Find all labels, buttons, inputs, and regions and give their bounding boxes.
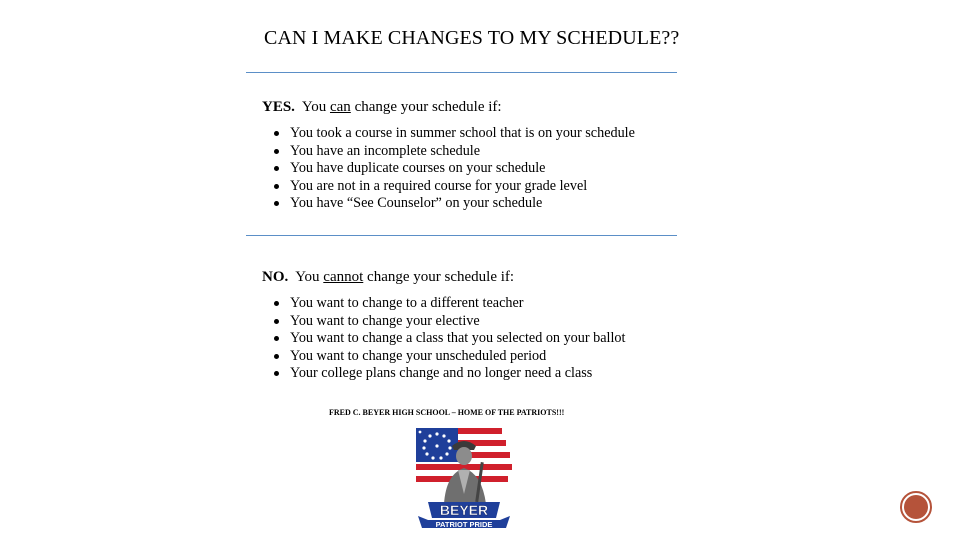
divider-middle (246, 235, 677, 236)
list-item: You took a course in summer school that is on your schedule (274, 125, 635, 143)
list-item: You have an incomplete schedule (274, 143, 635, 161)
list-item: You have duplicate courses on your schedule (274, 160, 635, 178)
page-title: CAN I MAKE CHANGES TO MY SCHEDULE?? (264, 27, 680, 49)
no-list (274, 295, 625, 383)
list-item: You are not in a required course for your grade level (274, 178, 635, 196)
yes-lead: YES. (262, 99, 295, 115)
yes-list (274, 125, 635, 213)
no-heading (262, 269, 514, 286)
yes-text-before: You (301, 99, 327, 115)
no-emphasis: cannot (323, 269, 364, 285)
divider-top (246, 72, 677, 73)
no-text-before: You (295, 269, 320, 285)
no-lead: NO. (262, 269, 289, 285)
logo-ribbon-text: PATRIOT PRIDE (435, 520, 493, 529)
list-item: You have “See Counselor” on your schedule (274, 195, 635, 213)
slide-badge (900, 491, 932, 523)
list-item: You want to change your elective (274, 313, 625, 331)
list-item: Your college plans change and no longer need a class (274, 365, 625, 383)
list-item: You want to change a class that you selected on your ballot (274, 330, 625, 348)
no-text-after: change your schedule if: (367, 269, 515, 285)
list-item: You want to change your unscheduled period (274, 348, 625, 366)
logo-name-text: BEYER (439, 502, 489, 518)
yes-text-after: change your schedule if: (354, 99, 502, 115)
list-item: You want to change to a different teacher (274, 295, 625, 313)
patriot-logo (414, 424, 514, 536)
school-footer: FRED C. BEYER HIGH SCHOOL – HOME OF THE PATRIOTS!!! (329, 408, 565, 417)
yes-heading (262, 99, 502, 116)
badge-circle-icon (904, 495, 928, 519)
yes-emphasis: can (329, 99, 351, 115)
